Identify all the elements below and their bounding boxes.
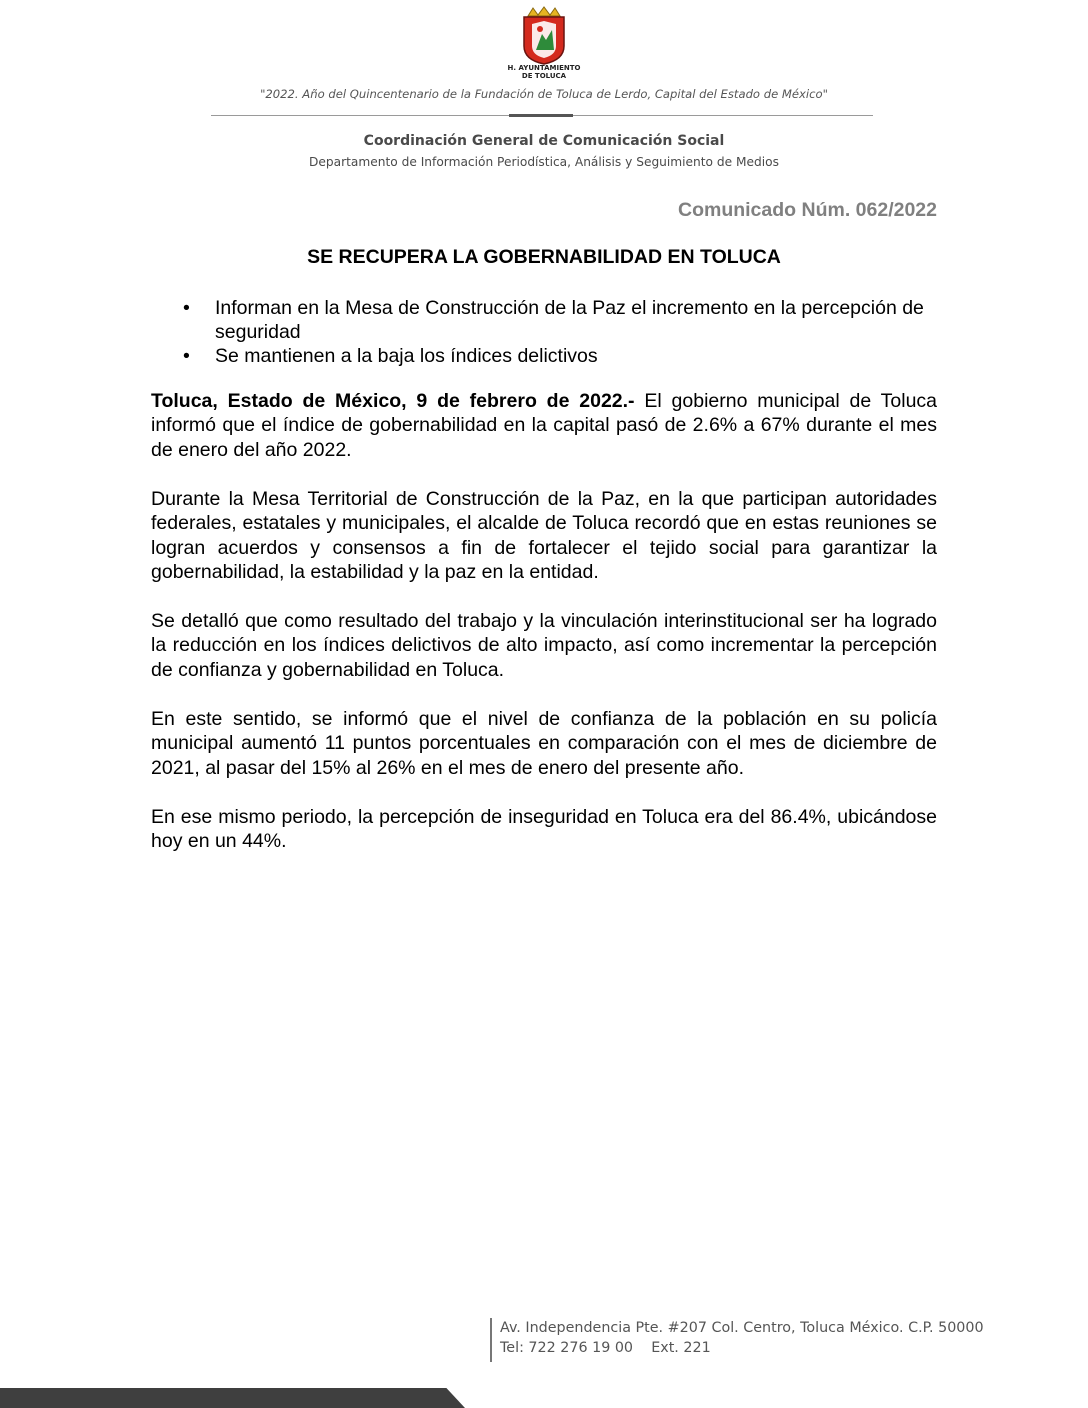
paragraph-5: En ese mismo periodo, la percepción de inseguridad en Toluca era del 86.4%, ubicándose hoy en un 44%. [151,806,937,853]
summary-bullet: • Se mantienen a la baja los índices delictivos [183,344,943,368]
summary-bullet: • Informan en la Mesa de Construcción de la Paz el incremento en la percepción de seguridad [183,296,943,344]
logo-caption-line1: H. AYUNTAMIENTO [507,64,581,72]
paragraph-4: En este sentido, se informó que el nivel de confianza de la población en su policía municipal aumentó 11 puntos porcentuales en comparación con el mes de diciembre de 2021, al pasar del 15% al 26% en el mes de enero del presente año. [151,708,937,779]
footer-phone: Tel: 722 276 19 00 Ext. 221 [500,1340,711,1356]
footer-band [0,1388,465,1408]
paragraph-1-text: El gobierno municipal de Toluca informó que el índice de gobernabilidad en la capital pasó de 2.6% a 67% durante el mes de enero del año 2022. [151,390,938,461]
footer-divider [490,1318,492,1362]
paragraph-2: Durante la Mesa Territorial de Construcción de la Paz, en la que participan autoridades federales, estatales y municipales, el alcalde de Toluca recordó que en estas reuniones se logran acuerdos y consensos a fin de fortalecer el tejido social para garantizar la gobernabilidad, la estabilidad y la paz en la entidad. [151,488,937,583]
logo-caption [480,64,608,80]
logo-caption-line2: DE TOLUCA [521,72,567,80]
communique-number: Comunicado Núm. 062/2022 [677,199,937,221]
summary-bullets [183,296,943,368]
paragraph-1 [151,389,937,462]
paragraph-3: Se detalló que como resultado del trabajo y la vinculación interinstitucional ser ha logrado la reducción en los índices delictivos de alto impacto, así como incrementar la percepción de confianza y gobernabilidad en Toluca. [151,610,937,681]
department-title: Coordinación General de Comunicación Social [363,133,725,149]
footer-address: Av. Independencia Pte. #207 Col. Centro, Toluca México. C.P. 50000 [500,1320,984,1336]
department-subtitle: Departamento de Información Periodística, Análisis y Seguimiento de Medios [309,155,779,169]
header-divider-accent [509,114,573,117]
year-motto: "2022. Año del Quincentenario de la Fundación de Toluca de Lerdo, Capital del Estado de México" [260,87,828,101]
press-release-headline: SE RECUPERA LA GOBERNABILIDAD EN TOLUCA [307,246,781,268]
dateline: Toluca, Estado de México, 9 de febrero de 2022.- [151,390,635,412]
